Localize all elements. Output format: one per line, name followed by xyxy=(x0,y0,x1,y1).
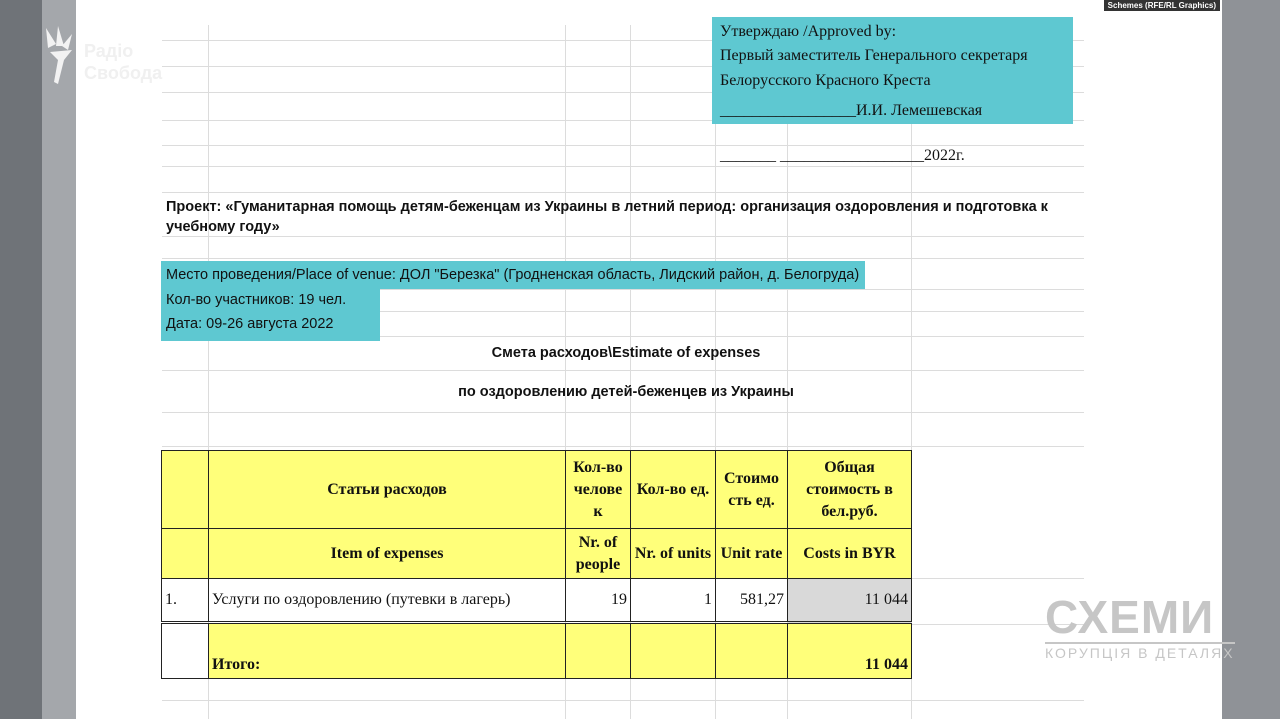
total-units-cell xyxy=(631,623,716,679)
header-units-ru: Кол-во ед. xyxy=(631,451,716,529)
frame-left xyxy=(0,0,42,719)
header-total-en: Costs in BYR xyxy=(788,529,912,579)
photo-credit: Schemes (RFE/RL Graphics) xyxy=(1104,0,1220,11)
logo-line-2: Свобода xyxy=(84,63,163,83)
row-units: 1 xyxy=(631,579,716,623)
total-label: Итого: xyxy=(209,623,566,679)
frame-left-inner xyxy=(42,0,76,719)
estimate-heading: Смета расходов\Estimate of expenses xyxy=(491,345,761,361)
radio-svoboda-logo xyxy=(38,24,163,91)
header-total-ru: Общая стоимость в бел.руб. xyxy=(788,451,912,529)
header-num-cell xyxy=(162,451,209,529)
row-item: Услуги по оздоровлению (путевки в лагерь) xyxy=(209,579,566,623)
header-num-cell-en xyxy=(162,529,209,579)
approval-signature: _________________И.И. Лемешевская xyxy=(720,102,983,119)
total-people-cell xyxy=(566,623,631,679)
row-total: 11 044 xyxy=(788,579,912,623)
logo-line-1: Радіо xyxy=(84,41,134,61)
total-rate-cell xyxy=(716,623,788,679)
header-people-en: Nr. of people xyxy=(566,529,631,579)
project-title: Проект: «Гуманитарная помощь детям-беженцам из Украины в летний период: организация оздоровления и подготовка к учебному году» xyxy=(166,199,1048,235)
estimate-subheading: по оздоровлению детей-беженцев из Украины xyxy=(458,384,794,400)
row-num: 1. xyxy=(162,579,209,623)
expenses-table xyxy=(161,450,912,679)
table-row xyxy=(162,579,912,623)
venue-line: Место проведения/Place of venue: ДОЛ "Березка" (Гродненская область, Лидский район, д. Белогруда) xyxy=(161,261,865,289)
header-units-en: Nr. of units xyxy=(631,529,716,579)
approval-line-2: Первый заместитель Генерального секретаря xyxy=(720,47,1028,64)
approval-block xyxy=(712,17,1073,124)
watermark-title: СХЕМИ xyxy=(1045,591,1215,643)
header-rate-en: Unit rate xyxy=(716,529,788,579)
row-people: 19 xyxy=(566,579,631,623)
header-people-ru: Кол-во челове к xyxy=(566,451,631,529)
header-item-ru: Статьи расходов xyxy=(209,451,566,529)
schemy-watermark xyxy=(1045,592,1235,661)
total-num-cell xyxy=(162,623,209,679)
approval-line-3: Белорусского Красного Креста xyxy=(720,72,931,89)
table-total-row xyxy=(162,623,912,679)
approval-line-1: Утверждаю /Approved by: xyxy=(720,23,897,40)
header-rate-ru: Стоимо сть ед. xyxy=(716,451,788,529)
header-item-en: Item of expenses xyxy=(209,529,566,579)
watermark-subtitle: КОРУПЦІЯ В ДЕТАЛЯХ xyxy=(1045,642,1235,661)
table-header-ru xyxy=(162,451,912,529)
total-value: 11 044 xyxy=(788,623,912,679)
table-header-en xyxy=(162,529,912,579)
microphone-bird-icon xyxy=(38,24,82,86)
participants-line: Кол-во участников: 19 чел. xyxy=(166,292,347,308)
approval-date: _______ __________________2022г. xyxy=(720,147,965,164)
dates-line: Дата: 09-26 августа 2022 xyxy=(166,316,334,332)
row-rate: 581,27 xyxy=(716,579,788,623)
